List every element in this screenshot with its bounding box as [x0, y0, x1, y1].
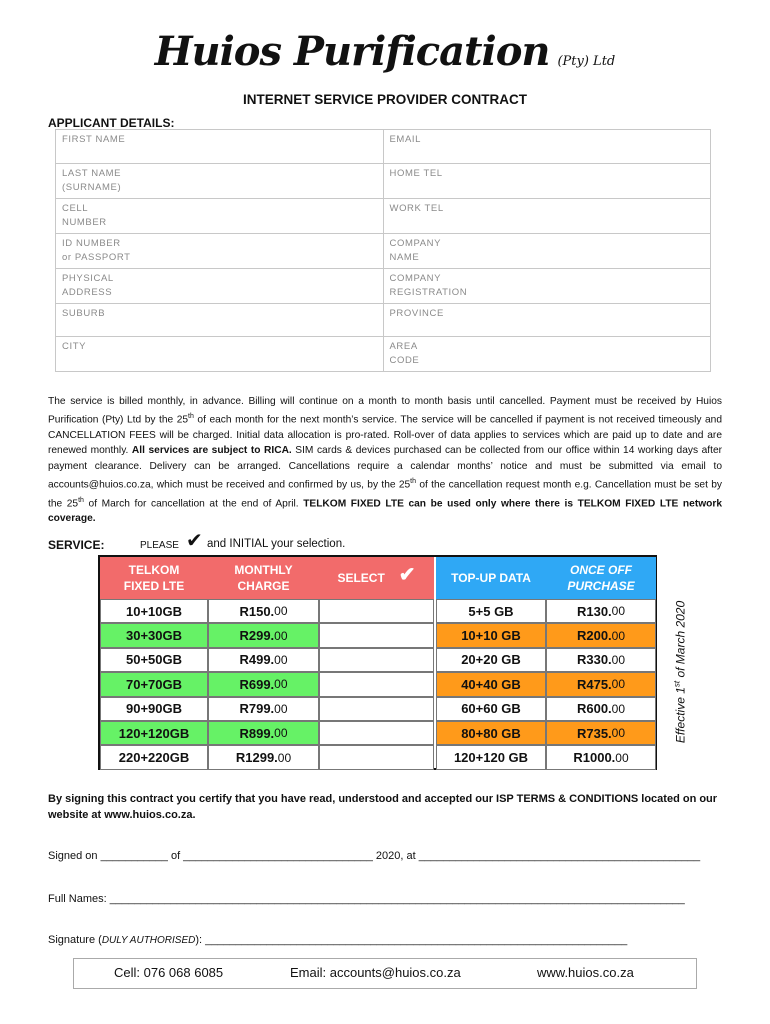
- signature-label: Signature (: [48, 934, 102, 946]
- price-cents: 00: [611, 677, 626, 692]
- charge-amount: R150.: [239, 603, 275, 619]
- applicant-field[interactable]: [383, 233, 711, 268]
- select-cell[interactable]: [319, 648, 434, 672]
- charge-cents: 00: [274, 628, 288, 643]
- charge-amount: R699.: [239, 676, 275, 692]
- charge-amount: R499.: [239, 652, 275, 668]
- terms-bold: TELKOM FIXED LTE can be used only where there is TELKOM FIXED LTE network coverage.: [48, 497, 722, 525]
- select-cell[interactable]: [319, 623, 434, 647]
- plan-name: 10+10GB: [125, 603, 182, 619]
- field-label: COMPANY NAME: [389, 237, 442, 263]
- price-cell: [546, 648, 656, 672]
- effective-sup: st: [672, 680, 682, 688]
- applicant-heading: APPLICANT DETAILS:: [48, 116, 175, 130]
- topup-cell: [436, 623, 546, 647]
- applicant-field[interactable]: [383, 268, 711, 303]
- charge-cents: 00: [274, 726, 288, 741]
- document-title: INTERNET SERVICE PROVIDER CONTRACT: [242, 92, 528, 107]
- applicant-row: [56, 198, 711, 233]
- price-cell: [546, 599, 656, 623]
- price-cents: 00: [611, 628, 626, 643]
- price-cell: [546, 623, 656, 647]
- charge-amount: R1299.: [235, 750, 278, 766]
- select-cell[interactable]: [319, 599, 434, 623]
- applicant-field[interactable]: [383, 337, 711, 372]
- terms-sup: th: [78, 496, 84, 504]
- checkmark-icon: ✔: [398, 564, 416, 586]
- charge-cents: 00: [274, 701, 288, 716]
- field-label: PROVINCE: [389, 307, 444, 319]
- field-label: FIRST NAME: [62, 134, 126, 145]
- plan-name: 70+70GB: [125, 676, 182, 692]
- signature-line[interactable]: [48, 934, 627, 946]
- applicant-field[interactable]: [56, 198, 384, 233]
- topup-cell: [436, 648, 546, 672]
- topup-cell: [436, 721, 546, 745]
- price-cents: 00: [611, 652, 626, 667]
- service-heading: SERVICE:: [48, 538, 105, 552]
- price-amount: R600.: [576, 701, 612, 717]
- full-names-line[interactable]: Full Names: ______________________________________________________________________________________________: [48, 893, 685, 905]
- charge-cell: [208, 745, 319, 769]
- price-cents: 00: [611, 604, 626, 619]
- plan-name: 90+90GB: [125, 701, 182, 717]
- price-cell: [546, 745, 656, 769]
- applicant-row: [56, 303, 711, 337]
- charge-cell: [208, 623, 319, 647]
- plan-cell: [100, 697, 208, 721]
- header-charge: [208, 557, 319, 599]
- topup-cell: [436, 672, 546, 696]
- applicant-row: [56, 163, 711, 198]
- effective-text: Effective 1: [673, 687, 688, 744]
- plan-cell: [100, 623, 208, 647]
- field-label: EMAIL: [389, 134, 422, 145]
- signed-on-line[interactable]: Signed on ___________ of _______________________________ 2020, at ______________________________________________: [48, 850, 701, 862]
- header-plan: [100, 557, 208, 599]
- plan-name: 220+220GB: [118, 750, 190, 766]
- price-cell: [546, 721, 656, 745]
- applicant-field[interactable]: [383, 198, 711, 233]
- applicant-form: [55, 129, 711, 372]
- plan-name: 30+30GB: [125, 628, 182, 644]
- price-amount: R130.: [576, 603, 612, 619]
- field-label: HOME TEL: [389, 167, 443, 179]
- charge-amount: R299.: [239, 628, 275, 644]
- charge-cell: [208, 672, 319, 696]
- price-amount: R200.: [576, 628, 612, 644]
- select-cell[interactable]: [319, 721, 434, 745]
- charge-cell: [208, 697, 319, 721]
- plan-name: 120+120GB: [118, 725, 190, 741]
- charge-cents: 00: [274, 604, 288, 619]
- price-amount: R475.: [576, 676, 612, 692]
- applicant-field[interactable]: [383, 303, 711, 337]
- effective-text: of March 2020: [673, 600, 688, 681]
- price-cell: [546, 672, 656, 696]
- header-topup-label: TOP-UP DATA: [451, 571, 531, 585]
- price-cents: 00: [615, 750, 629, 765]
- footer-website[interactable]: www.huios.co.za: [537, 965, 634, 980]
- header-charge-label: MONTHLY CHARGE: [234, 563, 293, 593]
- terms-text: of March for cancellation at the end of April.: [83, 497, 304, 509]
- effective-date: [673, 601, 688, 743]
- charge-cents: 00: [274, 652, 288, 667]
- applicant-row: [56, 268, 711, 303]
- plan-cell: [100, 648, 208, 672]
- plan-cell: [100, 745, 208, 769]
- applicant-field[interactable]: [56, 233, 384, 268]
- company-suffix: (Pty) Ltd: [557, 54, 616, 69]
- charge-amount: R899.: [239, 725, 275, 741]
- header-once-off-label: ONCE OFF PURCHASE: [567, 563, 635, 593]
- company-logo: [0, 28, 770, 75]
- footer-cell: Cell: 076 068 6085: [114, 965, 224, 980]
- charge-cell: [208, 721, 319, 745]
- price-cents: 00: [611, 701, 626, 716]
- plan-cell: [100, 721, 208, 745]
- field-label: PHYSICAL ADDRESS: [62, 272, 114, 298]
- applicant-row: [56, 130, 711, 164]
- terms-sup: th: [188, 413, 194, 421]
- field-label: WORK TEL: [389, 202, 444, 214]
- applicant-field[interactable]: [383, 163, 711, 198]
- applicant-field[interactable]: [56, 268, 384, 303]
- checkmark-icon: ✔: [186, 530, 203, 552]
- terms-text: of the cancellation request month e.g. Cancellation must be set by the 25: [48, 479, 722, 509]
- applicant-row: [56, 233, 711, 268]
- charge-cell: [208, 599, 319, 623]
- terms-text: The service is billed monthly, in advance. Billing will continue on a month to month basis until cancelled. Payment must be received by Huios Purification (Pty) Ltd by the 25: [48, 396, 722, 426]
- field-label: SUBURB: [62, 307, 106, 319]
- plan-name: 50+50GB: [125, 652, 182, 668]
- plan-cell: [100, 672, 208, 696]
- terms-text: SIM cards & devices purchased can be collected from our office within 14 working days after payment clearance. Delivery can be arranged. Cancellations require a calendar months’ notice and must be submitted via email to accounts@huios.co.za, which must be received and confirmed by us, by the 25: [48, 445, 723, 491]
- topup-amount: 5+5 GB: [468, 603, 514, 619]
- price-cents: 00: [611, 726, 626, 741]
- topup-cell: [436, 697, 546, 721]
- plan-cell: [100, 599, 208, 623]
- select-cell[interactable]: [319, 672, 434, 696]
- price-amount: R330.: [576, 652, 612, 668]
- applicant-field[interactable]: [56, 337, 384, 372]
- applicant-field[interactable]: [56, 130, 384, 164]
- terms-text: of each month for the next month’s service. The service will be cancelled if payment is not received timeously and CANCELLATION FEES will be charged. Initial data allocation is pro-rated. Roll-over of data applies to services which are paid up to date and are renewed monthly.: [48, 414, 722, 457]
- charge-amount: R799.: [239, 701, 275, 717]
- company-name: Huios Purification: [154, 28, 550, 75]
- agreement-statement: By signing this contract you certify that you have read, understood and accepted our ISP TERMS & CONDITIONS located on our website at www.huios.co.za.: [48, 793, 718, 821]
- header-topup: [436, 557, 546, 599]
- footer-email[interactable]: Email: accounts@huios.co.za: [290, 965, 461, 980]
- field-label: COMPANY REGISTRATION: [389, 272, 468, 298]
- select-cell[interactable]: [319, 745, 434, 769]
- service-instruction: and INITIAL your selection.: [207, 538, 346, 550]
- signature-blank: ): _____________________________________________________________________: [195, 934, 628, 946]
- header-once-off: [546, 557, 656, 599]
- terms-bold: All services are subject to RICA.: [131, 445, 292, 457]
- applicant-field[interactable]: [56, 303, 384, 337]
- field-label: AREA CODE: [389, 341, 420, 366]
- price-amount: R735.: [576, 725, 612, 741]
- topup-amount: 20+20 GB: [461, 652, 521, 668]
- field-label: ID NUMBER or PASSPORT: [62, 237, 131, 263]
- header-select-label: SELECT: [337, 571, 385, 585]
- topup-amount: 40+40 GB: [461, 676, 521, 692]
- topup-amount: 60+60 GB: [461, 701, 521, 717]
- select-cell[interactable]: [319, 697, 434, 721]
- service-please: PLEASE: [140, 540, 179, 551]
- topup-amount: 80+80 GB: [461, 725, 521, 741]
- topup-cell: [436, 745, 546, 769]
- field-label: LAST NAME (SURNAME): [62, 167, 122, 193]
- header-plan-label: TELKOM FIXED LTE: [123, 563, 185, 593]
- terms-sup: th: [410, 477, 417, 485]
- applicant-row: [56, 337, 711, 372]
- topup-cell: [436, 599, 546, 623]
- header-select: [319, 557, 434, 599]
- field-label: CELL NUMBER: [62, 202, 107, 228]
- topup-amount: 120+120 GB: [453, 750, 529, 766]
- charge-cell: [208, 648, 319, 672]
- price-amount: R1000.: [573, 750, 616, 766]
- signature-italic: DULY AUTHORISED: [101, 935, 196, 946]
- field-label: CITY: [62, 341, 87, 352]
- applicant-field[interactable]: [56, 163, 384, 198]
- terms-paragraph: [48, 394, 722, 527]
- charge-cents: 00: [274, 677, 288, 692]
- charge-cents: 00: [277, 750, 292, 765]
- applicant-field[interactable]: [383, 130, 711, 164]
- price-cell: [546, 697, 656, 721]
- topup-amount: 10+10 GB: [461, 628, 521, 644]
